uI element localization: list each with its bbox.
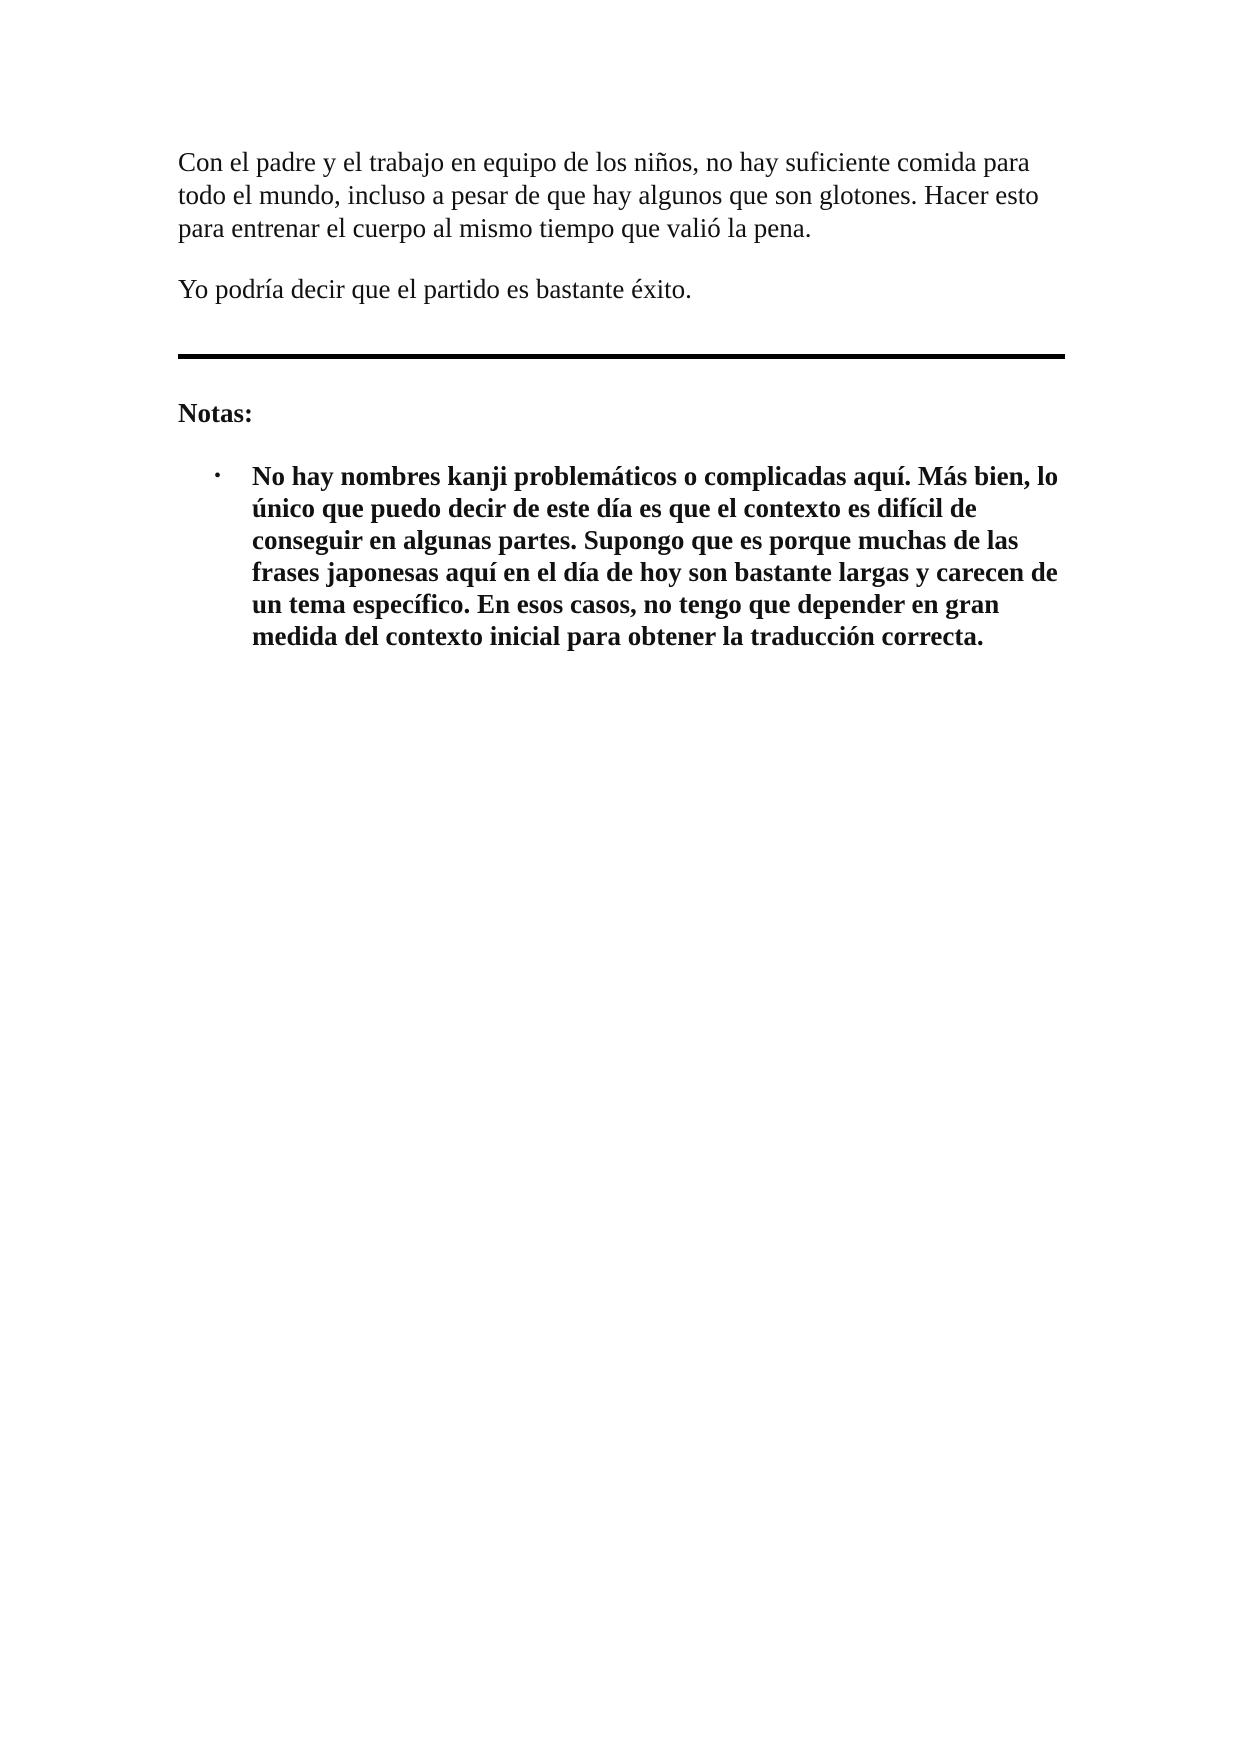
document-content [178, 146, 1066, 652]
notes-list [178, 460, 1066, 652]
body-paragraph-1: Con el padre y el trabajo en equipo de los niños, no hay suficiente comida para todo el mundo, incluso a pesar de que hay algunos que son glotones. Hacer esto para entrenar el cuerpo al mismo tiempo que valió la pena. [178, 147, 1039, 243]
body-paragraph-2: Yo podría decir que el partido es bastante éxito. [178, 274, 692, 304]
notes-heading: Notas: [178, 398, 253, 428]
note-text: No hay nombres kanji problemáticos o complicadas aquí. Más bien, lo único que puedo decir de este día es que el contexto es difícil de conseguir en algunas partes. Supongo que es porque muchas de las frases japonesas aquí en el día de hoy son bastante largas y carecen de un tema específico. En esos casos, no tengo que depender en gran medida del contexto inicial para obtener la traducción correcta. [252, 461, 1059, 651]
bullet-icon: • [214, 465, 222, 487]
note-item [178, 460, 1066, 652]
horizontal-rule [178, 354, 1065, 359]
